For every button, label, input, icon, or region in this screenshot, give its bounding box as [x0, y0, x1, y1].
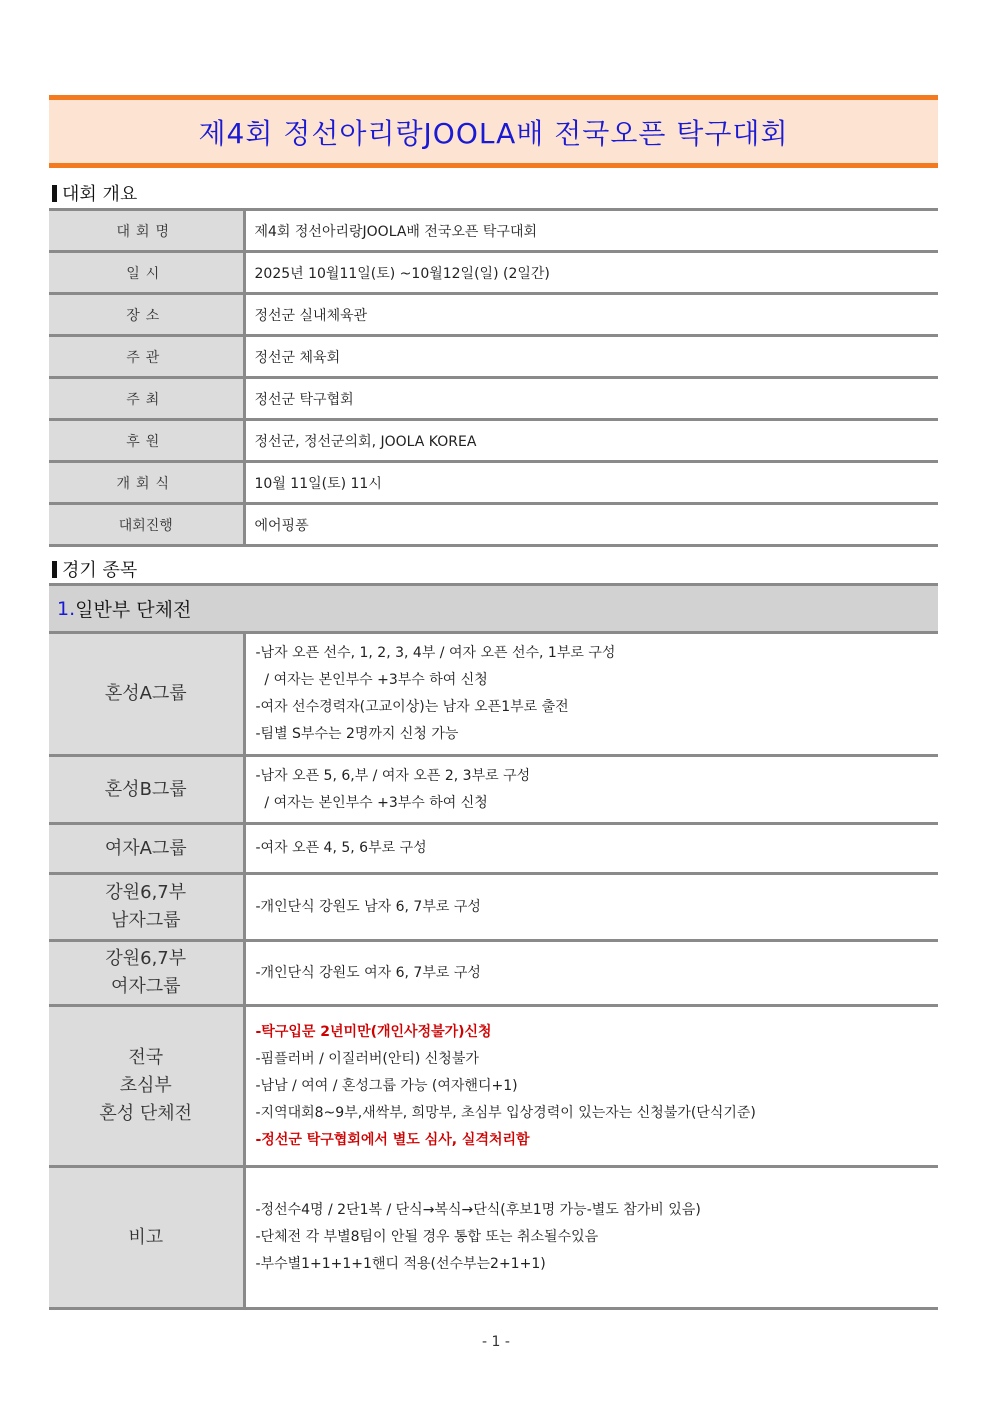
description-line: -정선수4명 / 2단1복 / 단식→복식→단식(후보1명 가능-별도 참가비 있음) [255, 1202, 701, 1218]
row-value: 정선군 체육회 [244, 336, 938, 378]
description-line: -부수별1+1+1+1핸디 적용(선수부는2+1+1) [255, 1256, 546, 1272]
category-number: 1. [57, 597, 76, 620]
table-row [49, 420, 938, 462]
event-label [49, 756, 244, 824]
table-row [49, 504, 938, 546]
row-label: 개회식 [49, 462, 244, 504]
event-label [49, 874, 244, 941]
table-row [49, 294, 938, 336]
event-description [244, 874, 938, 941]
description-line: -남자 오픈 5, 6,부 / 여자 오픈 2, 3부로 구성 [255, 767, 531, 784]
table-row [49, 756, 938, 824]
description-line: -여자 오픈 4, 5, 6부로 구성 [255, 840, 427, 856]
row-value: 2025년 10월11일(토) ~10월12일(일) (2일간) [244, 252, 938, 294]
event-label [49, 633, 244, 756]
table-row [49, 633, 938, 756]
table-row [49, 252, 938, 294]
event-label-line: 여자A그룹 [104, 837, 187, 859]
row-label: 주관 [49, 336, 244, 378]
event-label-line: 혼성 단체전 [99, 1103, 193, 1124]
section-heading-overview [52, 180, 137, 206]
page-number: - 1 - [482, 1334, 510, 1350]
event-description [244, 824, 938, 874]
description-line: -정선군 탁구협회에서 별도 심사, 실격처리함 [255, 1131, 530, 1148]
event-label-line: 강원6,7부 [105, 882, 187, 903]
table-row [49, 941, 938, 1006]
description-line: -지역대회8~9부,새싹부, 희망부, 초심부 입상경력이 있는자는 신청불가(단식기준) [255, 1104, 756, 1121]
table-row [49, 1006, 938, 1167]
overview-table [49, 208, 938, 547]
event-label-line: 여자그룹 [110, 976, 181, 997]
row-label: 대회명 [49, 210, 244, 252]
event-label [49, 824, 244, 874]
event-description [244, 1006, 938, 1167]
event-label-line: 혼성B그룹 [104, 778, 187, 800]
description-line: -남남 / 여여 / 혼성그룹 가능 (여자핸디+1) [255, 1077, 518, 1094]
section-marker-icon [52, 185, 57, 202]
event-label-line: 비고 [128, 1226, 164, 1248]
row-value: 정선군, 정선군의회, JOOLA KOREA [244, 420, 938, 462]
description-line: -핌플러버 / 이질러버(안티) 신청불가 [255, 1050, 479, 1067]
event-description [244, 941, 938, 1006]
table-row [49, 824, 938, 874]
row-value: 에어핑퐁 [244, 504, 938, 546]
event-description [244, 1167, 938, 1309]
event-label-line: 강원6,7부 [105, 948, 187, 969]
description-line: -남자 오픈 선수, 1, 2, 3, 4부 / 여자 오픈 선수, 1부로 구성 [255, 645, 616, 661]
description-line: -개인단식 강원도 여자 6, 7부로 구성 [255, 964, 481, 981]
section-marker-icon [52, 561, 57, 578]
table-row [49, 336, 938, 378]
row-label: 대회진행 [49, 504, 244, 546]
table-row [49, 874, 938, 941]
event-label [49, 1167, 244, 1309]
description-line: / 여자는 본인부수 +3부수 하여 신청 [255, 794, 488, 811]
event-label-line: 전국 [128, 1047, 164, 1068]
row-value: 정선군 실내체육관 [244, 294, 938, 336]
table-row [49, 210, 938, 252]
row-label: 주최 [49, 378, 244, 420]
description-line: -단체전 각 부별8팀이 안될 경우 통합 또는 취소될수있음 [255, 1229, 599, 1245]
table-row [49, 378, 938, 420]
event-label [49, 941, 244, 1006]
section-heading-label: 경기 종목 [62, 560, 138, 581]
description-line: -팀별 S부수는 2명까지 신청 가능 [255, 726, 459, 742]
description-line: -탁구입문 2년미만(개인사정불가)신청 [255, 1023, 492, 1040]
event-label [49, 1006, 244, 1167]
page-title: 제4회 정선아리랑JOOLA배 전국오픈 탁구대회 [198, 116, 789, 150]
row-label: 후원 [49, 420, 244, 462]
row-label: 장소 [49, 294, 244, 336]
row-value: 정선군 탁구협회 [244, 378, 938, 420]
table-row [49, 1167, 938, 1309]
description-line: -여자 선수경력자(고교이상)는 남자 오픈1부로 출전 [255, 699, 569, 715]
row-label: 일시 [49, 252, 244, 294]
table-row [49, 462, 938, 504]
description-line: -개인단식 강원도 남자 6, 7부로 구성 [255, 898, 481, 915]
event-label-line: 혼성A그룹 [104, 683, 187, 704]
row-value: 10월 11일(토) 11시 [244, 462, 938, 504]
event-description [244, 633, 938, 756]
row-value: 제4회 정선아리랑JOOLA배 전국오픈 탁구대회 [244, 210, 938, 252]
category-header [49, 583, 938, 634]
section-heading-events [52, 556, 137, 582]
section-heading-label: 대회 개요 [62, 184, 138, 205]
event-label-line: 초심부 [119, 1075, 172, 1096]
events-table [49, 631, 938, 1310]
description-line: / 여자는 본인부수 +3부수 하여 신청 [255, 672, 488, 688]
event-label-line: 남자그룹 [110, 910, 181, 931]
title-banner [49, 95, 938, 168]
category-name: 일반부 단체전 [75, 599, 192, 621]
event-description [244, 756, 938, 824]
